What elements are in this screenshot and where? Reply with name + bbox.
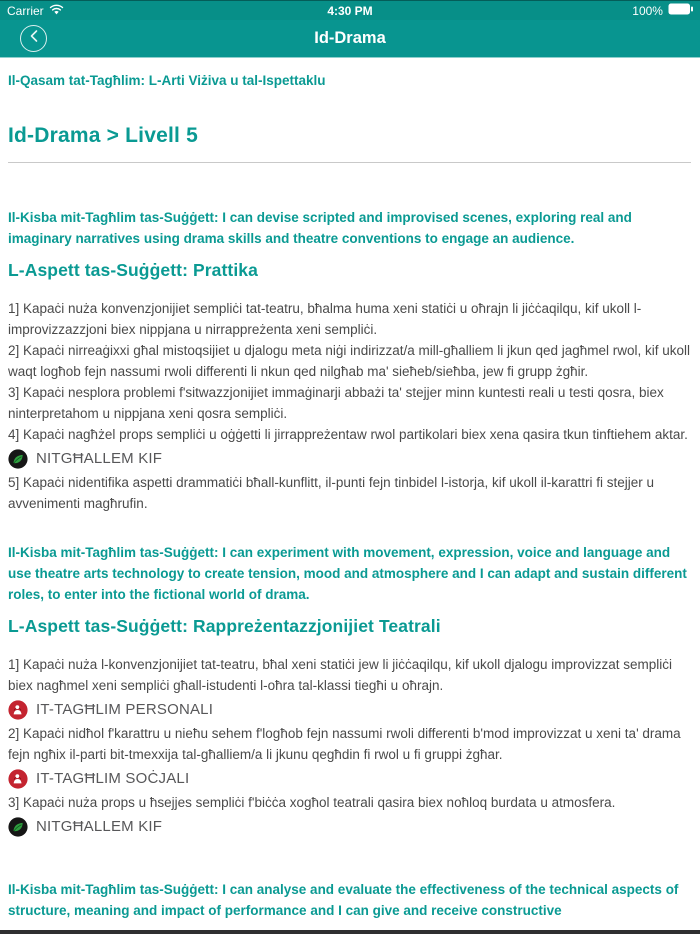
bottom-edge-bar [0, 930, 700, 934]
learning-area-label: Il-Qasam tat-Tagħlim: L-Arti Viżiva u tal-Ispettaklu [8, 73, 326, 88]
list-item: 2] Kapaċi nidħol f'karattru u nieħu sehem f'logħob fejn nassumi rwoli differenti b'mod improvizzat u xeni ta' drama fejn ngħix il-parti bit-tmexxija tal-għalliem/a li jkunu qegħdin fi rwol u fi gruppi żgħar. [8, 726, 681, 762]
badge-label: NITGĦALLEM KIF [36, 818, 163, 835]
leaf-icon [8, 449, 28, 469]
leaf-icon [8, 817, 28, 837]
battery-icon [668, 3, 693, 18]
learning-badge [8, 766, 691, 791]
page-title: Id-Drama > Livell 5 [8, 124, 198, 147]
learning-badge [8, 697, 691, 722]
learning-outcome-1: Il-Kisba mit-Tagħlim tas-Suġġett: I can devise scripted and improvised scenes, exploring real and imaginary narratives using drama skills and theatre conventions to engage an audience. [8, 210, 632, 246]
subject-aspect-1: L-Aspett tas-Suġġett: Prattika [8, 260, 258, 280]
list-item: 1] Kapaċi nuża l-konvenzjonijiet tat-teatru, bħal xeni statiċi jew li jiċċaqilqu, kif ukoll djalogu improvizzat sempliċi biex nagħmel xeni sempliċi għall-istudenti l-oħra tal-klassi tiegħi u oħrajn. [8, 657, 673, 693]
badge-label: IT-TAGĦLIM PERSONALI [36, 701, 214, 718]
subject-aspect-2: L-Aspett tas-Suġġett: Rappreżentazzjonijiet Teatrali [8, 616, 441, 636]
battery-percent: 100% [632, 3, 663, 18]
list-item: 3] Kapaċi nuża props u ħsejjes sempliċi f'biċċa xogħol teatrali qasira biex noħloq burdata u atmosfera. [8, 795, 616, 810]
person-red-icon [8, 769, 28, 789]
carrier-label: Carrier [7, 3, 44, 18]
status-bar [0, 0, 700, 20]
page-header-title: Id-Drama [314, 29, 386, 47]
section-1-body [8, 298, 691, 514]
list-item: 2] Kapaċi nirreaġixxi għal mistoqsijiet u djalogu meta niġi indirizzat/a mill-għalliem li jkun qed jagħmel rwol, kif ukoll waqt logħob fejn nassumi rwoli differenti li nkun qed nilgħab ma' sieħeb/sieħba, jew fi grupp żgħir. [8, 343, 691, 379]
learning-badge [8, 814, 691, 839]
divider [8, 162, 691, 163]
learning-outcome-2: Il-Kisba mit-Tagħlim tas-Suġġett: I can experiment with movement, expression, voice and language and use theatre arts technology to create tension, mood and atmosphere and I can adapt and sustain different roles, to enter into the fictional world of drama. [8, 545, 687, 602]
list-item: 4] Kapaċi nagħżel props sempliċi u oġġetti li jirrappreżentaw rwol partikolari biex xena qasira tkun tinftiehem aktar. [8, 427, 688, 442]
chevron-left-icon [28, 29, 40, 48]
learning-outcome-3: Il-Kisba mit-Tagħlim tas-Suġġett: I can analyse and evaluate the effectiveness of the technical aspects of structure, meaning and impact of performance and I can give and receive constructive [8, 882, 679, 918]
list-item: 5] Kapaċi nidentifika aspetti drammatiċi bħall-kunflitt, il-punti fejn tinbidel l-istorja, kif ukoll il-karattri fi stejjer u avvenimenti magħrufin. [8, 475, 655, 511]
section-2-body [8, 654, 691, 839]
badge-label: NITGĦALLEM KIF [36, 450, 163, 467]
badge-label: IT-TAGĦLIM SOĊJALI [36, 770, 190, 787]
list-item: 1] Kapaċi nuża konvenzjonijiet sempliċi tat-teatru, bħalma huma xeni statiċi u oħrajn li jiċċaqilqu, kif ukoll l-improvizzazzjoni biex nippjana u nirrappreżenta xeni sempliċi. [8, 301, 642, 337]
wifi-icon [49, 4, 64, 18]
content-scroll[interactable] [0, 58, 700, 921]
learning-badge [8, 446, 691, 471]
back-button[interactable] [20, 25, 47, 52]
clock: 4:30 PM [327, 3, 373, 18]
list-item: 3] Kapaċi nesplora problemi f'sitwazzjonijiet immaġinarji abbażi ta' stejjer minn kuntesti reali u testi qosra, biex ninterpretahom u nippjana xeni qosra sempliċi. [8, 385, 664, 421]
person-red-icon [8, 700, 28, 720]
nav-bar [0, 20, 700, 58]
